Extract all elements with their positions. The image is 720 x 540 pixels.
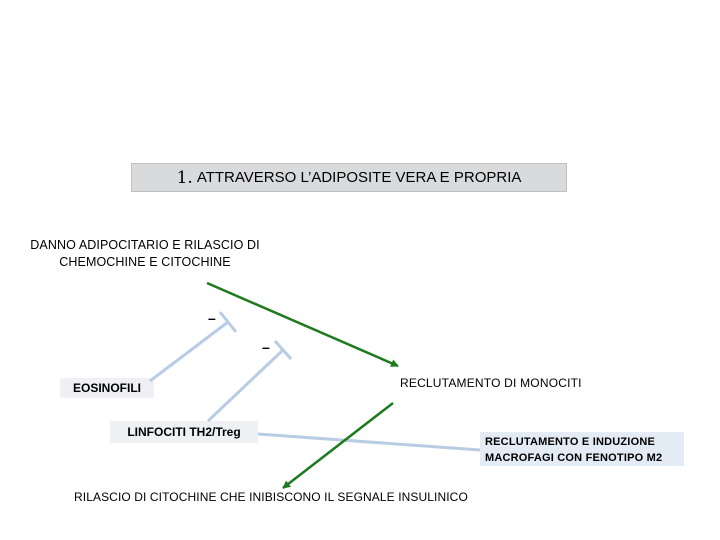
node-danno-line-1: DANNO ADIPOCITARIO E RILASCIO DI: [30, 238, 260, 252]
inhibition-sign-2: –: [262, 339, 270, 355]
connector-linfociti-macrofagi: [258, 434, 480, 450]
title-number: 1.: [176, 167, 193, 188]
node-macrofagi-line-2: MACROFAGI CON FENOTIPO M2: [485, 452, 663, 464]
arrow-monociti-to-rilascio: [283, 403, 393, 488]
node-rilascio-citochine: RILASCIO DI CITOCHINE CHE INIBISCONO IL SEGNALE INSULINICO: [74, 490, 468, 504]
title-text: ATTRAVERSO L’ADIPOSITE VERA E PROPRIA: [196, 169, 522, 186]
inhibition-line-linfociti: [208, 350, 283, 421]
node-linfociti: LINFOCITI TH2/Treg: [110, 421, 258, 443]
node-macrofagi-line-1: RECLUTAMENTO E INDUZIONE: [485, 436, 656, 448]
node-reclutamento-monociti: RECLUTAMENTO DI MONOCITI: [400, 376, 582, 390]
inhibition-sign-1: –: [208, 310, 216, 326]
arrow-danno-to-monociti: [207, 283, 398, 366]
node-eosinofili: EOSINOFILI: [60, 378, 154, 398]
inhibition-line-eosinofili: [150, 322, 228, 381]
inhibition-tbar-1: [220, 312, 236, 332]
node-danno-line-2: CHEMOCHINE E CITOCHINE: [59, 255, 231, 269]
